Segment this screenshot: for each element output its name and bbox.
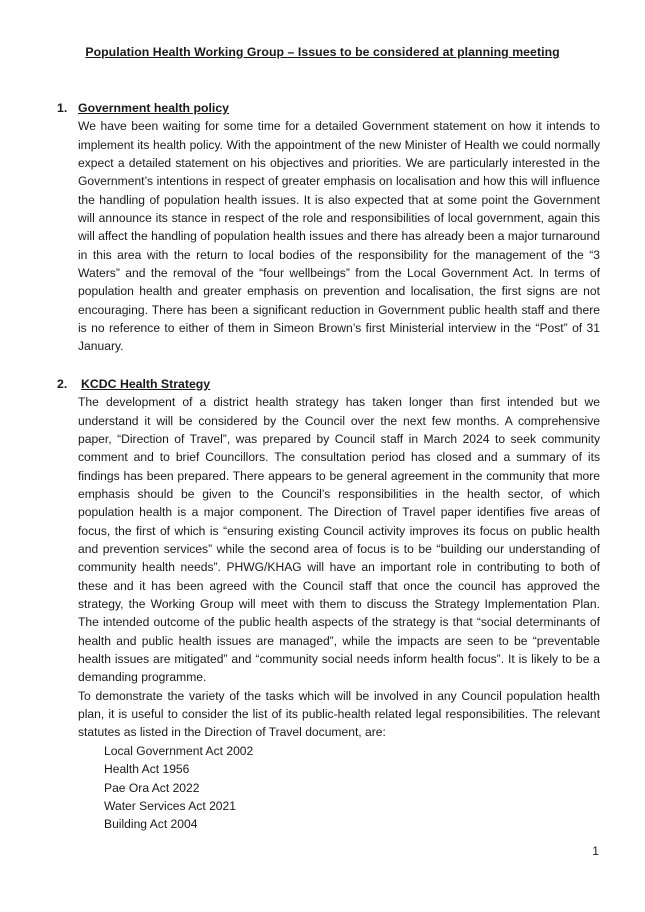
section-government-health-policy bbox=[57, 99, 600, 356]
section-number: 2. bbox=[57, 377, 68, 391]
statute-item: Water Services Act 2021 bbox=[104, 798, 236, 813]
section-paragraph: We have been waiting for some time for a detailed Government statement on how it intends to implement its health policy. With the appointment of the new Minister of Health we could normally expect a detailed statement on his objectives and priorities. We are particularly interested in the Government’s intentions in respect of greater emphasis on localisation and how this will influence the handling of population health issues. It is also expected that at some point the Government will announce its stance in respect of the role and responsibilities of local government, again this will affect the handling of population health issues and there has already been a major turnaround in this area with the return to local bodies of the responsibility for the management of the “3 Waters” and the removal of the “four wellbeings” from the Local Government Act. In terms of population health and greater emphasis on prevention and localisation, the first signs are not encouraging. There has been a significant reduction in Government public health staff and there is no reference to either of them in Simeon Brown’s first Ministerial interview in the “Post” of 31 January. bbox=[78, 119, 600, 354]
section-paragraph: To demonstrate the variety of the tasks which will be involved in any Council population health plan, it is useful to consider the list of its public-health related legal responsibilities. The relevant statutes as listed in the Direction of Travel document, are: bbox=[78, 688, 600, 740]
statute-item: Local Government Act 2002 bbox=[104, 743, 254, 758]
section-number: 1. bbox=[57, 101, 68, 115]
statute-item: Pae Ora Act 2022 bbox=[104, 780, 200, 795]
statutes-list bbox=[57, 742, 600, 834]
statute-item: Building Act 2004 bbox=[104, 817, 198, 832]
section-paragraph: The development of a district health strategy has taken longer than first intended but we understand it will be considered by the Council over the next few months. A comprehensive paper, “Direction of Travel”, was prepared by Council staff in March 2024 to seek community comment and to brief Councillors. The consultation period has closed and a summary of its findings has been prepared. There appears to be general agreement in the community that more emphasis should be given to the Council’s responsibilities in the health sector, of which population health is a major component. The Direction of Travel paper identifies five areas of focus, the first of which is “ensuring existing Council activity improves its focus on public health and prevention services” while the second area of focus is to be “building our understanding of community health needs”. PHWG/KHAG will have an important role in contributing to both of these and it has been agreed with the Council staff that once the council has approved the strategy, the Working Group will meet with them to discuss the Strategy Implementation Plan. The intended outcome of the public health aspects of the strategy is that “social determinants of health and public health issues are managed”, while the impacts are seen to be “preventable health issues are mitigated” and “community social needs inform health focus”. It is likely to be a demanding programme. bbox=[78, 395, 600, 685]
document-title: Population Health Working Group – Issues to be considered at planning meeting bbox=[85, 45, 560, 59]
page-number: 1 bbox=[592, 844, 599, 858]
section-heading bbox=[57, 99, 600, 117]
section-title: Government health policy bbox=[78, 101, 230, 115]
section-kcdc-health-strategy bbox=[57, 375, 600, 834]
section-title: KCDC Health Strategy bbox=[81, 377, 211, 391]
statute-item: Health Act 1956 bbox=[104, 762, 190, 777]
section-heading bbox=[57, 375, 600, 393]
